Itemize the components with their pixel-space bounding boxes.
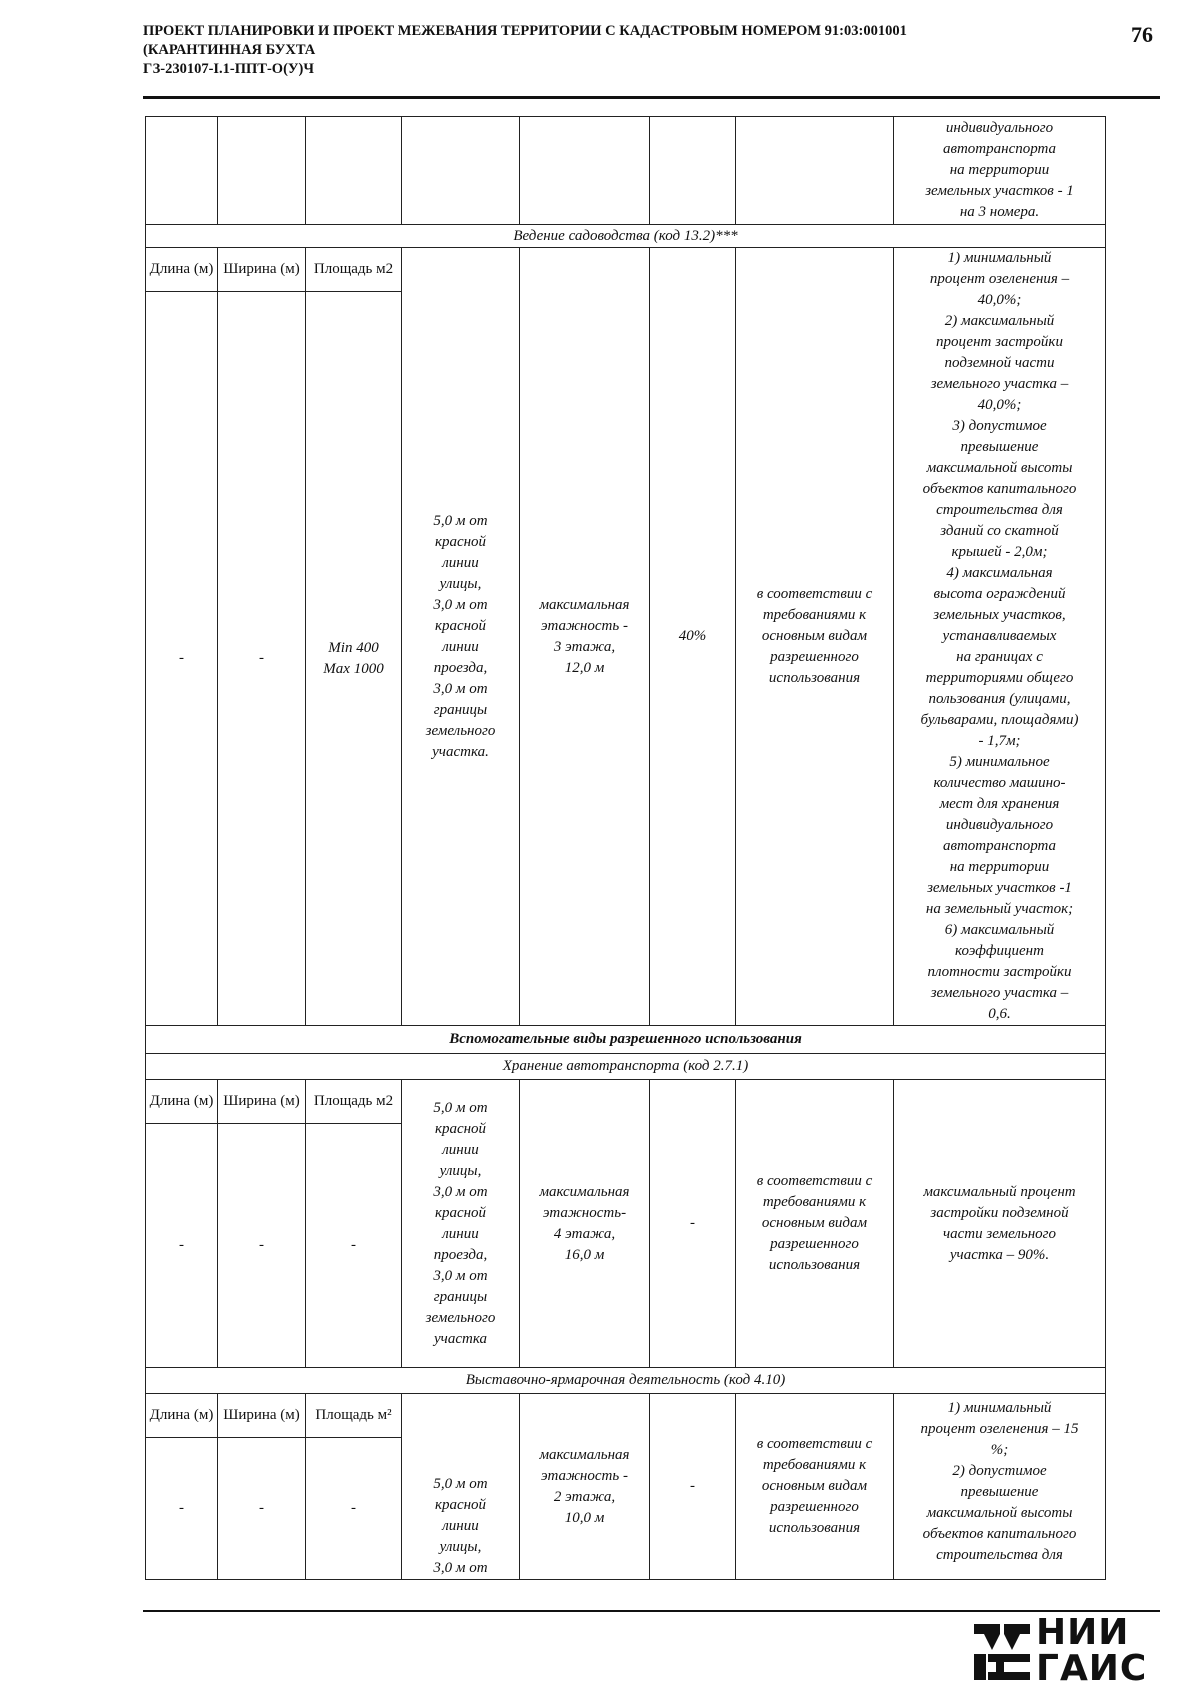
section-title-auxiliary: Вспомогательные виды разрешенного использования: [146, 1026, 1106, 1054]
text-line: на границах с: [956, 649, 1043, 665]
setbacks-cell: [402, 248, 520, 1026]
text-line: линии: [442, 554, 479, 571]
text-line: линии: [442, 1518, 479, 1534]
width-header: Ширина (м): [218, 1080, 306, 1124]
text-line: 1) минимальный: [947, 1400, 1052, 1416]
header-title-line1: ПРОЕКТ ПЛАНИРОВКИ И ПРОЕКТ МЕЖЕВАНИЯ ТЕРРИТОРИИ С КАДАСТРОВЫМ НОМЕРОМ 91:03:001001: [143, 23, 907, 39]
text-line: земельного участка –: [930, 985, 1069, 1001]
length-header: Длина (м): [146, 1394, 218, 1438]
conformity-cell: [736, 1080, 894, 1368]
text-line: мест для хранения: [939, 796, 1060, 812]
text-line: максимальная: [539, 596, 630, 613]
text-line: разрешенного: [770, 649, 859, 665]
text-line: улицы,: [439, 1162, 482, 1179]
text-line: %;: [990, 1442, 1009, 1458]
text-line: автотранспорта: [942, 838, 1057, 854]
text-line: высота ограждений: [933, 586, 1066, 602]
text-line: 3,0 м от: [433, 596, 488, 613]
table-row: [146, 1394, 1106, 1438]
text-line: застройки подземной: [930, 1204, 1069, 1221]
length-value: -: [146, 1124, 218, 1368]
text-line: земельных участков -1: [927, 880, 1072, 896]
text-line: использования: [768, 1257, 861, 1273]
text-line: 5,0 м от: [433, 1476, 488, 1492]
text-line: строительства для: [936, 502, 1063, 518]
text-line: красной: [434, 533, 487, 550]
text-line: красной: [434, 617, 487, 634]
width-header: Ширина (м): [218, 248, 306, 292]
text-line: земельного: [425, 1309, 496, 1326]
text-line: объектов капитального: [922, 481, 1077, 497]
text-line: зданий со скатной: [940, 523, 1059, 539]
prev-notes-cell: [894, 117, 1106, 225]
conformity-cell: [736, 1394, 894, 1580]
length-header: Длина (м): [146, 1080, 218, 1124]
text-line: - 1,7м;: [978, 733, 1021, 749]
logo-text-line1: НИИ: [1036, 1612, 1130, 1653]
text-line: коэффициент: [955, 943, 1044, 959]
text-line: 2 этажа,: [553, 1488, 616, 1505]
text-line: этажность-: [542, 1204, 627, 1221]
text-line: индивидуального: [945, 120, 1054, 136]
text-line: разрешенного: [770, 1499, 859, 1515]
text-line: красной: [434, 1497, 487, 1513]
coverage-cell: -: [650, 1394, 736, 1580]
text-line: Min 400: [328, 639, 379, 656]
text-line: участка – 90%.: [949, 1246, 1050, 1263]
notes-cell: [894, 248, 1106, 1026]
text-line: процент застройки: [936, 334, 1063, 350]
text-line: красной: [434, 1120, 487, 1137]
text-line: проезда,: [433, 659, 488, 676]
length-value: -: [146, 1438, 218, 1580]
text-line: максимальная: [539, 1183, 630, 1200]
header-title-line2: (КАРАНТИННАЯ БУХТА: [143, 42, 316, 58]
text-line: превышение: [960, 1484, 1039, 1500]
text-line: автотранспорта: [942, 141, 1057, 157]
section-row: [146, 1368, 1106, 1394]
text-line: использования: [768, 1520, 861, 1536]
text-line: процент озеленения – 15: [920, 1421, 1079, 1437]
text-line: 40,0%;: [977, 292, 1022, 308]
text-line: устанавливаемых: [942, 628, 1057, 644]
text-line: основным видам: [761, 1478, 868, 1494]
floors-cell: [520, 1080, 650, 1368]
text-line: 10,0 м: [564, 1509, 605, 1526]
logo-mark-icon: [974, 1620, 1030, 1682]
text-line: 3 этажа,: [553, 638, 616, 655]
text-line: на 3 номера.: [959, 204, 1040, 220]
area-value: -: [306, 1438, 402, 1580]
text-line: 0,6.: [988, 1006, 1011, 1022]
text-line: пользования (улицами,: [928, 691, 1071, 707]
area-header: Площадь м²: [306, 1394, 402, 1438]
text-line: 3) допустимое: [952, 418, 1047, 434]
text-line: в соответствии с: [756, 586, 873, 602]
text-line: 4) максимальная: [946, 565, 1053, 581]
table-row: [146, 248, 1106, 292]
setbacks-cell: [402, 1080, 520, 1368]
text-line: 12,0 м: [564, 659, 605, 676]
text-line: требованиями к: [762, 1457, 867, 1473]
text-line: в соответствии с: [756, 1436, 873, 1452]
text-line: на территории: [949, 162, 1050, 178]
text-line: индивидуального: [945, 817, 1054, 833]
text-line: 16,0 м: [564, 1246, 605, 1263]
text-line: 3,0 м от: [433, 1267, 488, 1284]
text-line: 3,0 м от: [433, 1183, 488, 1200]
text-line: 4 этажа,: [553, 1225, 616, 1242]
text-line: требованиями к: [762, 607, 867, 623]
text-line: бульварами, площадями): [920, 712, 1079, 728]
text-line: улицы,: [439, 575, 482, 592]
setbacks-cell: [402, 1394, 520, 1580]
text-line: земельного участка –: [930, 376, 1069, 392]
text-line: 2) максимальный: [944, 313, 1055, 329]
text-line: земельных участков - 1: [925, 183, 1074, 199]
width-value: -: [218, 292, 306, 1026]
text-line: участка: [434, 1330, 487, 1347]
text-line: линии: [442, 1225, 479, 1242]
table-row: [146, 1080, 1106, 1124]
header-rule: [143, 96, 1160, 99]
text-line: земельного: [425, 722, 496, 739]
text-line: максимальный процент: [923, 1183, 1076, 1200]
coverage-cell: -: [650, 1080, 736, 1368]
text-line: количество машино-: [933, 775, 1066, 791]
text-line: 5) минимальное: [949, 754, 1050, 770]
text-line: границы: [433, 1288, 488, 1305]
text-line: этажность -: [541, 617, 628, 634]
page-number: 76: [1131, 22, 1153, 47]
text-line: строительства для: [936, 1547, 1063, 1563]
text-line: земельных участков,: [933, 607, 1066, 623]
text-line: территориями общего: [925, 670, 1074, 686]
text-line: требованиями к: [762, 1194, 867, 1210]
text-line: крышей - 2,0м;: [951, 544, 1048, 560]
area-value: -: [306, 1124, 402, 1368]
floors-cell: [520, 1394, 650, 1580]
section-row: [146, 1026, 1106, 1054]
section-title-gardening: Ведение садоводства (код 13.2)***: [146, 225, 1106, 248]
footer-rule: [143, 1610, 1160, 1612]
text-line: участка.: [432, 743, 489, 760]
width-value: -: [218, 1438, 306, 1580]
text-line: улицы,: [439, 1539, 482, 1555]
text-line: максимальной высоты: [926, 460, 1073, 476]
text-line: объектов капитального: [922, 1526, 1077, 1542]
length-value: -: [146, 292, 218, 1026]
area-value: [306, 292, 402, 1026]
section-title-exhibition: Выставочно-ярмарочная деятельность (код 4.10): [146, 1368, 1106, 1394]
notes-cell: [894, 1080, 1106, 1368]
text-line: 3,0 м от: [433, 1560, 488, 1576]
text-line: 3,0 м от: [433, 680, 488, 697]
text-line: основным видам: [761, 628, 868, 644]
text-line: 5,0 м от: [433, 1099, 488, 1116]
text-line: проезда,: [433, 1246, 488, 1263]
text-line: линии: [442, 1141, 479, 1158]
text-line: разрешенного: [770, 1236, 859, 1252]
text-line: в соответствии с: [756, 1173, 873, 1189]
table-row: [146, 117, 1106, 225]
document-header: [143, 22, 1103, 79]
text-line: превышение: [960, 439, 1039, 455]
text-line: линии: [442, 638, 479, 655]
text-line: основным видам: [761, 1215, 868, 1231]
conformity-cell: [736, 248, 894, 1026]
text-line: максимальная: [539, 1446, 630, 1463]
text-line: красной: [434, 1204, 487, 1221]
notes-cell: [894, 1394, 1106, 1580]
text-line: границы: [433, 701, 488, 718]
niigais-logo: [974, 1614, 1160, 1688]
text-line: этажность -: [541, 1467, 628, 1484]
text-line: 1) минимальный: [947, 250, 1052, 266]
text-line: процент озеленения –: [929, 271, 1070, 287]
text-line: 5,0 м от: [433, 512, 488, 529]
text-line: на земельный участок;: [925, 901, 1074, 917]
text-line: плотности застройки: [927, 964, 1072, 980]
length-header: Длина (м): [146, 248, 218, 292]
width-header: Ширина (м): [218, 1394, 306, 1438]
text-line: максимальной высоты: [926, 1505, 1073, 1521]
area-header: Площадь м2: [306, 248, 402, 292]
logo-text-line2: ГАИС: [1036, 1648, 1148, 1689]
text-line: использования: [768, 670, 861, 686]
header-code: ГЗ-230107-I.1-ППТ-О(У)Ч: [143, 61, 315, 77]
text-line: подземной части: [944, 355, 1055, 371]
text-line: 6) максимальный: [944, 922, 1055, 938]
section-title-parking: Хранение автотранспорта (код 2.7.1): [146, 1054, 1106, 1080]
area-header: Площадь м2: [306, 1080, 402, 1124]
text-line: Max 1000: [323, 660, 384, 677]
regulations-table: [145, 116, 1106, 1580]
width-value: -: [218, 1124, 306, 1368]
coverage-cell: 40%: [650, 248, 736, 1026]
section-row: [146, 1054, 1106, 1080]
floors-cell: [520, 248, 650, 1026]
text-line: на территории: [949, 859, 1050, 875]
text-line: 40,0%;: [977, 397, 1022, 413]
text-line: части земельного: [942, 1225, 1057, 1242]
section-row: [146, 225, 1106, 248]
text-line: 2) допустимое: [952, 1463, 1047, 1479]
